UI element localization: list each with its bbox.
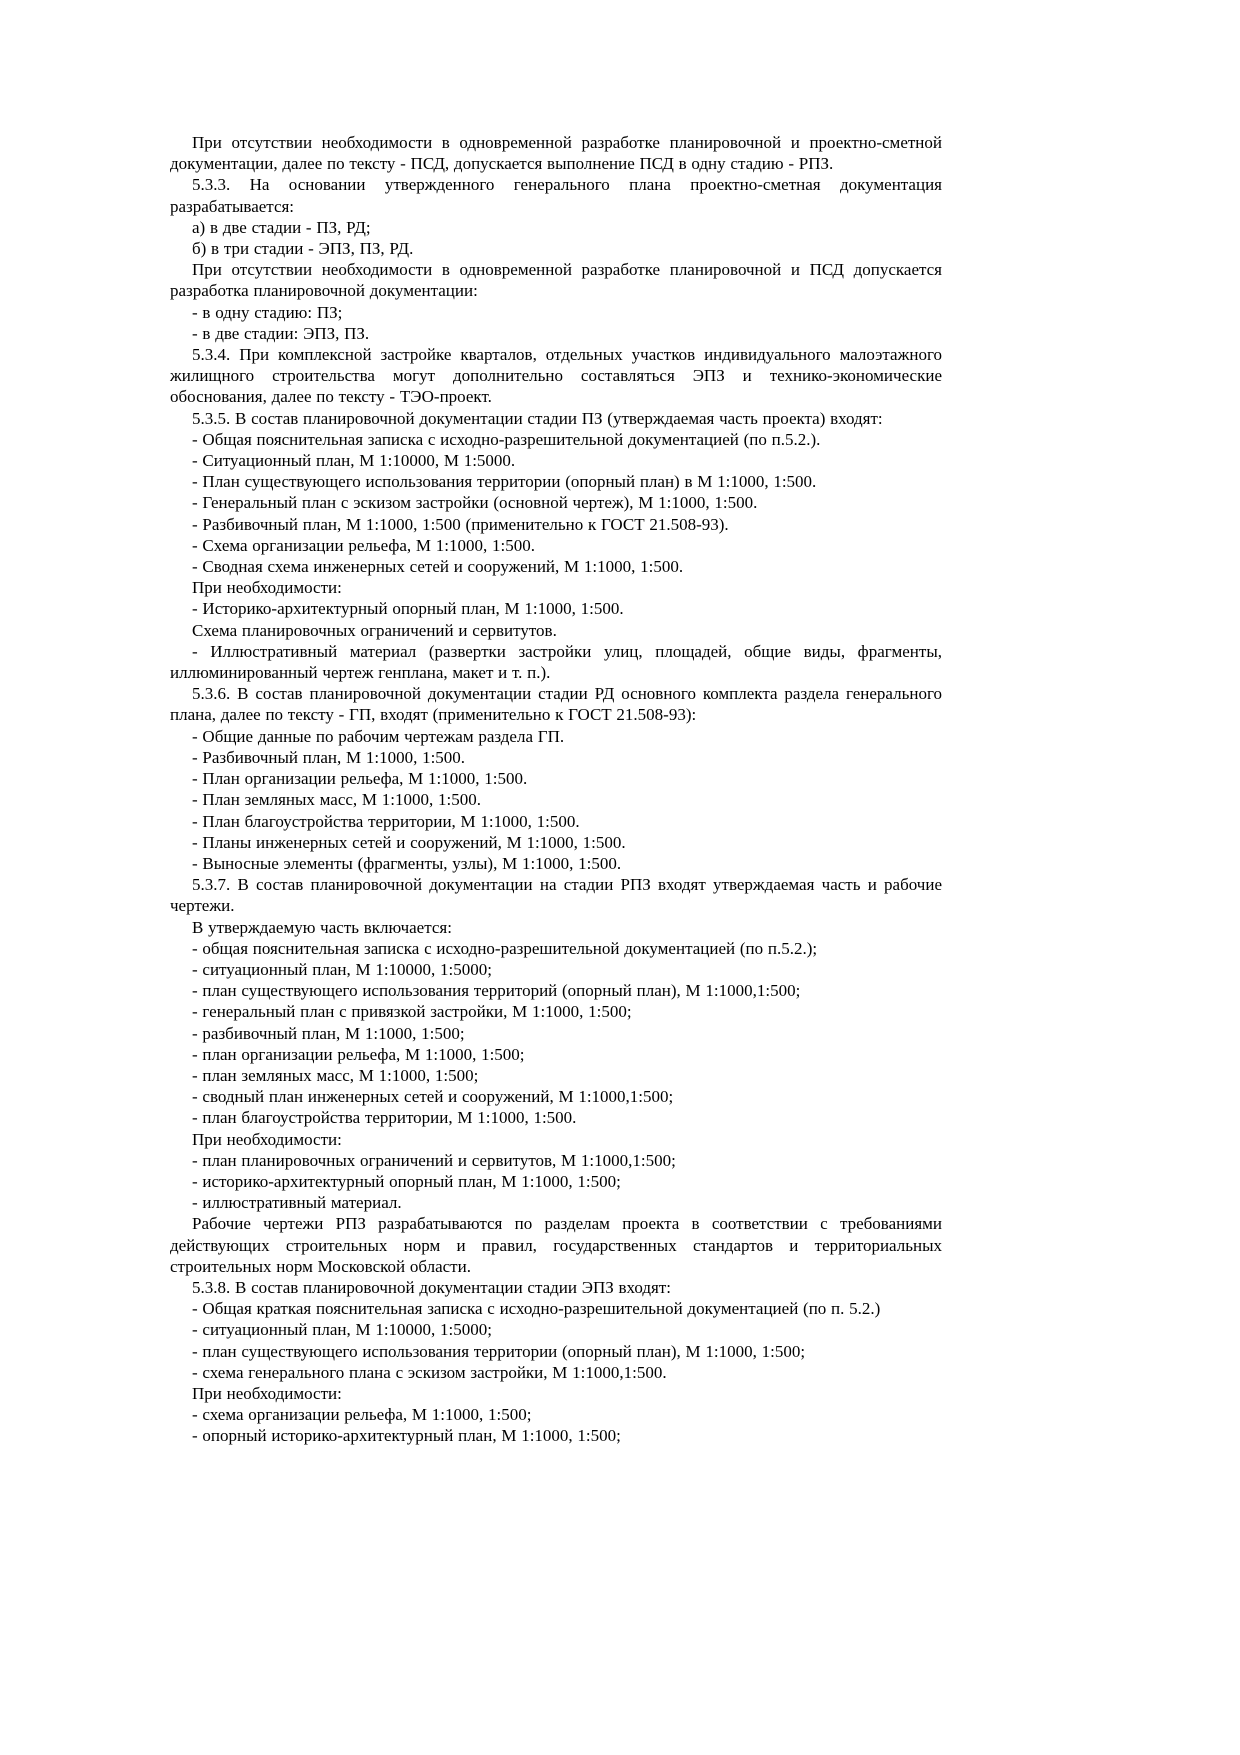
paragraph: - Ситуационный план, М 1:10000, М 1:5000.	[192, 451, 516, 471]
paragraph: - План организации рельефа, М 1:1000, 1:500.	[192, 769, 528, 789]
paragraph: При отсутствии необходимости в одновременной разработке планировочной и проектно-сметной документации, далее по тексту - ПСД, допускается выполнение ПСД в одну стадию - РПЗ.	[170, 133, 942, 174]
paragraph: - Разбивочный план, М 1:1000, 1:500 (применительно к ГОСТ 21.508-93).	[192, 514, 729, 534]
paragraph: - генеральный план с привязкой застройки, М 1:1000, 1:500;	[192, 1002, 632, 1022]
paragraph: - план существующего использования территории (опорный план), М 1:1000, 1:500;	[192, 1341, 806, 1361]
paragraph: - сводный план инженерных сетей и сооружений, М 1:1000,1:500;	[192, 1087, 674, 1107]
paragraph: - иллюстративный материал.	[192, 1193, 402, 1213]
document-content	[170, 132, 942, 1447]
paragraph: Рабочие чертежи РПЗ разрабатываются по разделам проекта в соответствии с требованиями действующих строительных норм и правил, государственных стандартов и территориальных строительных норм Московской области.	[170, 1214, 942, 1276]
paragraph: - Генеральный план с эскизом застройки (основной чертеж), М 1:1000, 1:500.	[192, 493, 758, 513]
paragraph: - в две стадии: ЭПЗ, ПЗ.	[192, 323, 370, 343]
paragraph: 5.3.3. На основании утвержденного генерального плана проектно-сметная документация разрабатывается:	[170, 175, 942, 216]
paragraph: - Планы инженерных сетей и сооружений, М 1:1000, 1:500.	[192, 832, 626, 852]
paragraph: - ситуационный план, М 1:10000, 1:5000;	[192, 1320, 492, 1340]
paragraph: - план земляных масс, М 1:1000, 1:500;	[192, 1065, 479, 1085]
paragraph: а) в две стадии - ПЗ, РД;	[192, 217, 371, 237]
paragraph: 5.3.8. В состав планировочной документации стадии ЭПЗ входят:	[192, 1277, 672, 1297]
paragraph: - Разбивочный план, М 1:1000, 1:500.	[192, 747, 466, 767]
paragraph: - План земляных масс, М 1:1000, 1:500.	[192, 790, 481, 810]
paragraph: б) в три стадии - ЭПЗ, ПЗ, РД.	[192, 239, 414, 259]
paragraph: В утверждаемую часть включается:	[192, 917, 452, 937]
paragraph: 5.3.5. В состав планировочной документации стадии ПЗ (утверждаемая часть проекта) входят:	[192, 408, 883, 428]
paragraph: 5.3.7. В состав планировочной документации на стадии РПЗ входят утверждаемая часть и рабочие чертежи.	[170, 875, 942, 916]
paragraph: - Историко-архитектурный опорный план, М 1:1000, 1:500.	[192, 599, 624, 619]
paragraph: - план благоустройства территории, М 1:1000, 1:500.	[192, 1108, 577, 1128]
paragraph: Схема планировочных ограничений и сервитутов.	[192, 620, 557, 640]
paragraph: - историко-архитектурный опорный план, М 1:1000, 1:500;	[192, 1171, 621, 1191]
paragraph: 5.3.6. В состав планировочной документации стадии РД основного комплекта раздела генерального плана, далее по тексту - ГП, входят (применительно к ГОСТ 21.508-93):	[170, 684, 942, 725]
paragraph: - ситуационный план, М 1:10000, 1:5000;	[192, 959, 492, 979]
paragraph: - Схема организации рельефа, М 1:1000, 1:500.	[192, 535, 535, 555]
paragraph: - общая пояснительная записка с исходно-разрешительной документацией (по п.5.2.);	[192, 938, 818, 958]
paragraph: - схема организации рельефа, М 1:1000, 1:500;	[192, 1405, 532, 1425]
paragraph: 5.3.4. При комплексной застройке кварталов, отдельных участков индивидуального малоэтажного жилищного строительства могут дополнительно составляться ЭПЗ и технико-экономические обоснования, далее по тексту - ТЭО-проект.	[170, 345, 942, 407]
paragraph: - в одну стадию: ПЗ;	[192, 302, 343, 322]
paragraph: - план планировочных ограничений и сервитутов, М 1:1000,1:500;	[192, 1150, 676, 1170]
paragraph: При необходимости:	[192, 1129, 342, 1149]
paragraph: - Общие данные по рабочим чертежам раздела ГП.	[192, 726, 565, 746]
paragraph: - схема генерального плана с эскизом застройки, М 1:1000,1:500.	[192, 1362, 667, 1382]
paragraph: - разбивочный план, М 1:1000, 1:500;	[192, 1023, 465, 1043]
paragraph: - Общая краткая пояснительная записка с исходно-разрешительной документацией (по п. 5.2.)	[192, 1299, 881, 1319]
paragraph: - План благоустройства территории, М 1:1000, 1:500.	[192, 811, 580, 831]
paragraph: - опорный историко-архитектурный план, М 1:1000, 1:500;	[192, 1426, 621, 1446]
paragraph: - план существующего использования территорий (опорный план), М 1:1000,1:500;	[192, 981, 801, 1001]
paragraph: При необходимости:	[192, 1383, 342, 1403]
paragraph: - Иллюстративный материал (развертки застройки улиц, площадей, общие виды, фрагменты, иллюминированный чертеж генплана, макет и т. п.).	[170, 641, 942, 683]
paragraph: - Общая пояснительная записка с исходно-разрешительной документацией (по п.5.2.).	[192, 429, 821, 449]
paragraph: - Выносные элементы (фрагменты, узлы), М 1:1000, 1:500.	[192, 853, 622, 873]
paragraph: - Сводная схема инженерных сетей и сооружений, М 1:1000, 1:500.	[192, 557, 684, 577]
paragraph: - План существующего использования территории (опорный план) в М 1:1000, 1:500.	[192, 472, 817, 492]
paragraph: При отсутствии необходимости в одновременной разработке планировочной и ПСД допускается разработка планировочной документации:	[170, 260, 942, 301]
paragraph: - план организации рельефа, М 1:1000, 1:500;	[192, 1044, 525, 1064]
paragraph: При необходимости:	[192, 578, 342, 598]
